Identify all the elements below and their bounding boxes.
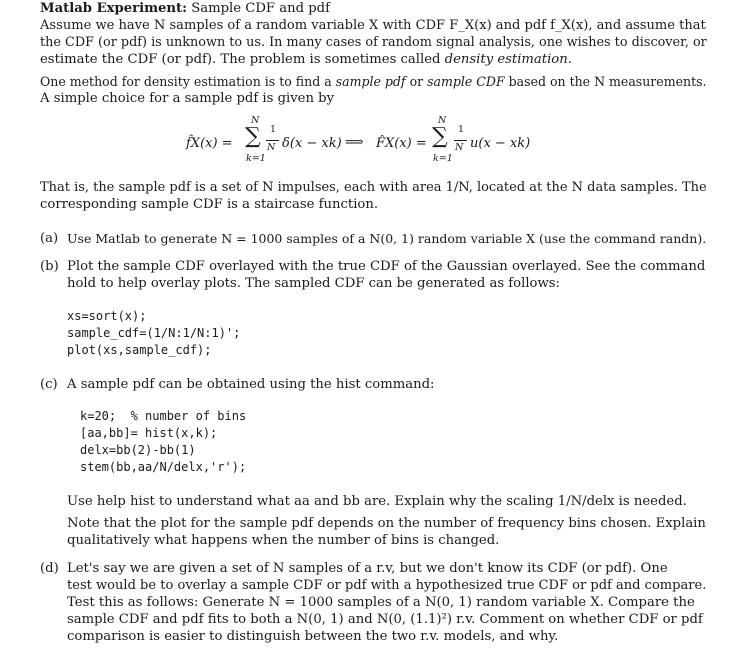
item-c-code-3: delx=bb(2)-bb(1) [80, 443, 196, 457]
item-a-label: (a) [40, 231, 59, 246]
para3-line-1: That is, the sample pdf is a set of N impulses, each with area 1/N, located at the N data samples. The [40, 180, 707, 195]
item-c-text: A sample pdf can be obtained using the hist command: [67, 377, 435, 392]
para3-line-2: corresponding sample CDF is a staircase function. [40, 197, 379, 212]
doc-title: Matlab Experiment: [40, 1, 187, 16]
eq-lhs-cdf: F̂X(x) = [376, 136, 427, 151]
sum1-bottom: k=1 [246, 153, 266, 164]
para2-line-1 [40, 73, 707, 90]
sum-sign-2: ∑ [432, 124, 448, 149]
item-b-code-1: xs=sort(x); [67, 309, 147, 323]
title-line [40, 0, 330, 17]
item-d-line-3: Test this as follows: Generate N = 1000 samples of a N(0, 1) random variable X. Compare the [67, 595, 695, 610]
item-d-line-1: Let's say we are given a set of N samples of a r.v, but we don't know its CDF (or pdf). One [67, 561, 668, 576]
item-b-line-1: Plot the sample CDF overlayed with the true CDF of the Gaussian overlayed. See the command [67, 259, 706, 274]
frac2-den: N [455, 142, 464, 153]
para2-text-c: based on the N measurements. [508, 74, 707, 89]
implies-arrow: ⟹ [345, 135, 364, 150]
frac1-bar [266, 140, 279, 141]
para2-emph-a: sample pdf [335, 74, 406, 89]
frac1-num: 1 [270, 124, 277, 135]
sum2-bottom: k=1 [433, 153, 453, 164]
item-b-code-3: plot(xs,sample_cdf); [67, 343, 212, 357]
para2-line-2: A simple choice for a sample pdf is given by [40, 91, 335, 106]
item-b-label: (b) [40, 259, 59, 274]
sum2-top: N [438, 115, 447, 126]
para2-text-b: or [409, 74, 424, 89]
item-c-para-2-line-2: qualitatively what happens when the number of bins is changed. [67, 533, 500, 548]
sum1-top: N [251, 115, 260, 126]
item-c-code-1: k=20; % number of bins [80, 409, 247, 423]
intro-line-2: the CDF (or pdf) is unknown to us. In many cases of random signal analysis, one wishes to discover, or [40, 35, 707, 50]
frac1-den: N [267, 142, 276, 153]
item-d-line-2: test would be to overlay a sample CDF or pdf with a hypothesized true CDF or pdf and compare. [67, 578, 707, 593]
item-b-code-2: sample_cdf=(1/N:1/N:1)'; [67, 326, 241, 340]
intro-line-3 [40, 51, 572, 68]
para2-emph-b: sample CDF [427, 74, 505, 89]
item-c-para-2-line-1: Note that the plot for the sample pdf depends on the number of frequency bins chosen. Explain [67, 516, 706, 531]
intro-line-3-text: estimate the CDF (or pdf). The problem is sometimes called [40, 52, 441, 67]
intro-line-1: Assume we have N samples of a random variable X with CDF F_X(x) and pdf f_X(x), and assume that [40, 18, 706, 33]
eq-lhs-pdf: f̂X(x) = [186, 136, 233, 151]
item-d-label: (d) [40, 561, 59, 576]
doc-subtitle: Sample CDF and pdf [191, 1, 331, 16]
item-c-code-4: stem(bb,aa/N/delx,'r'); [80, 460, 247, 474]
intro-emphasis: density estimation. [444, 52, 572, 67]
eq-pdf-term: δ(x − xk) [282, 136, 342, 151]
sum-sign-1: ∑ [245, 124, 261, 149]
item-d-line-5: comparison is easier to distinguish between the two r.v. models, and why. [67, 629, 559, 644]
item-c-code-2: [aa,bb]= hist(x,k); [80, 426, 218, 440]
frac2-num: 1 [458, 124, 465, 135]
eq-cdf-term: u(x − xk) [470, 136, 531, 151]
item-c-para-1: Use help hist to understand what aa and bb are. Explain why the scaling 1/N/delx is needed. [67, 494, 687, 509]
item-b-line-2: hold to help overlay plots. The sampled CDF can be generated as follows: [67, 276, 560, 291]
frac2-bar [454, 140, 467, 141]
item-c-label: (c) [40, 377, 58, 392]
para2-text-a: One method for density estimation is to find a [40, 74, 332, 89]
item-d-line-4: sample CDF and pdf fits to both a N(0, 1) and N(0, (1.1)²) r.v. Comment on whether CDF or pdf [67, 612, 703, 627]
item-a-text: Use Matlab to generate N = 1000 samples of a N(0, 1) random variable X (use the command randn). [67, 231, 707, 246]
